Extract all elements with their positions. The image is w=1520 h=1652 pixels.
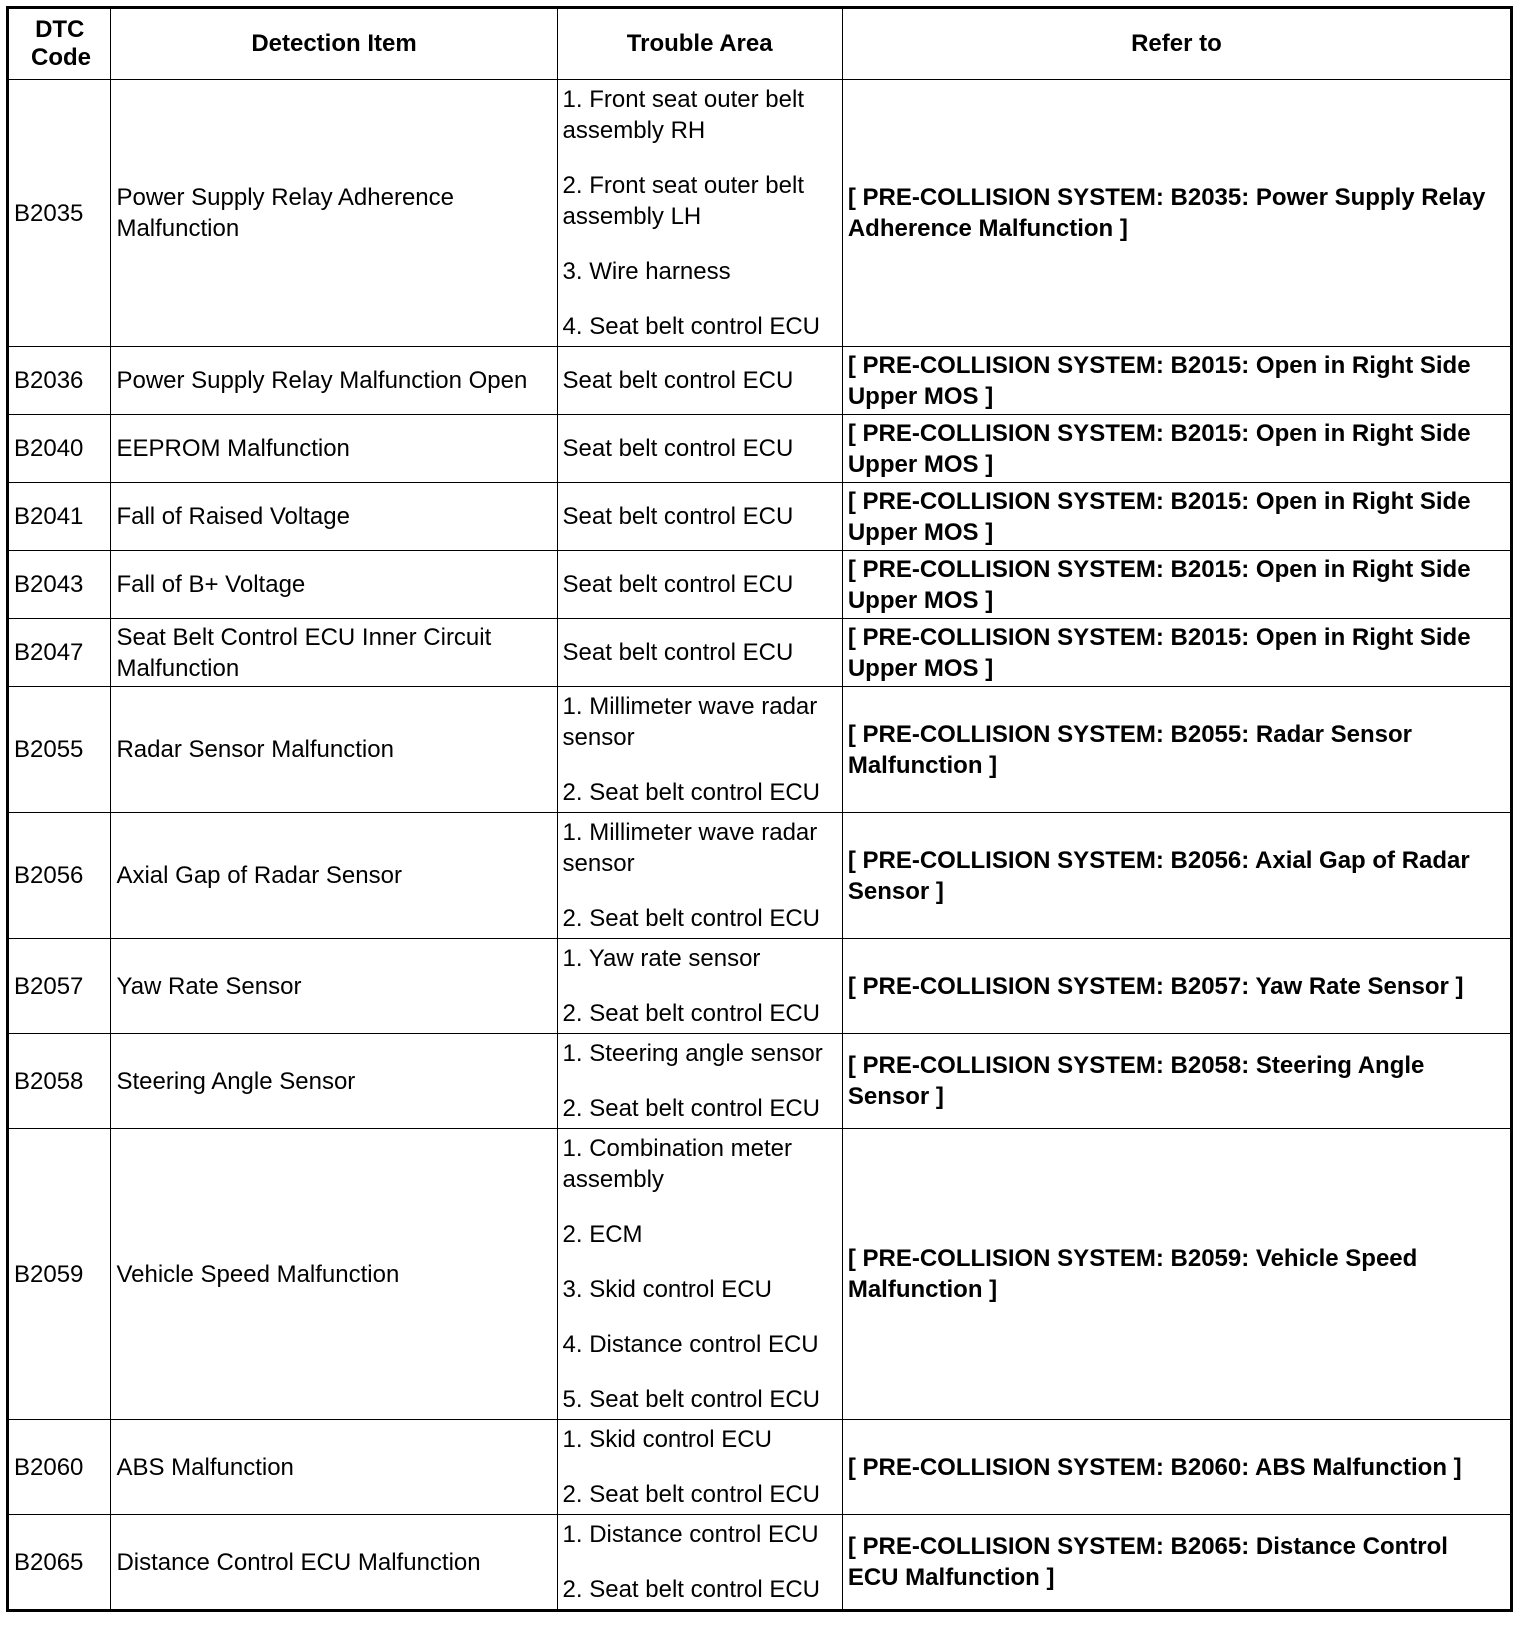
detection-item-cell: ABS Malfunction <box>111 1420 557 1515</box>
trouble-area-item: 1. Front seat outer belt assembly RH <box>562 86 804 144</box>
refer-to-cell: [ PRE-COLLISION SYSTEM: B2015: Open in Right Side Upper MOS ] <box>842 619 1511 687</box>
trouble-area-list <box>563 497 837 536</box>
table-row <box>8 415 1512 483</box>
trouble-area-item: 1. Distance control ECU <box>562 1521 819 1548</box>
refer-to-cell: [ PRE-COLLISION SYSTEM: B2060: ABS Malfunction ] <box>842 1420 1511 1515</box>
trouble-area-cell <box>557 619 842 687</box>
dtc-code-cell: B2065 <box>8 1515 111 1611</box>
detection-item-cell: Yaw Rate Sensor <box>111 939 557 1034</box>
trouble-area-list <box>563 633 837 672</box>
table-row <box>8 347 1512 415</box>
trouble-area-cell <box>557 551 842 619</box>
trouble-area-cell <box>557 939 842 1034</box>
table-row <box>8 939 1512 1034</box>
trouble-area-cell <box>557 347 842 415</box>
trouble-area-list <box>563 813 837 938</box>
refer-to-cell: [ PRE-COLLISION SYSTEM: B2015: Open in Right Side Upper MOS ] <box>842 347 1511 415</box>
trouble-area-item: 4. Seat belt control ECU <box>562 313 820 340</box>
dtc-code-cell: B2043 <box>8 551 111 619</box>
trouble-area-item: 1. Millimeter wave radar sensor <box>562 693 818 751</box>
header-detection-item: Detection Item <box>111 8 557 80</box>
trouble-area-list <box>563 687 837 812</box>
refer-to-cell: [ PRE-COLLISION SYSTEM: B2015: Open in Right Side Upper MOS ] <box>842 415 1511 483</box>
trouble-area-item: 3. Wire harness <box>562 258 731 285</box>
refer-to-cell: [ PRE-COLLISION SYSTEM: B2056: Axial Gap of Radar Sensor ] <box>842 813 1511 939</box>
dtc-code-cell: B2058 <box>8 1034 111 1129</box>
detection-item-cell: Vehicle Speed Malfunction <box>111 1129 557 1420</box>
table-row <box>8 80 1512 347</box>
dtc-code-cell: B2041 <box>8 483 111 551</box>
trouble-area-list <box>563 1515 837 1609</box>
trouble-area-item: 2. Front seat outer belt assembly LH <box>562 172 804 230</box>
trouble-area-item: 2. Seat belt control ECU <box>562 1000 820 1027</box>
dtc-code-cell: B2036 <box>8 347 111 415</box>
refer-to-cell: [ PRE-COLLISION SYSTEM: B2057: Yaw Rate Sensor ] <box>842 939 1511 1034</box>
table-header <box>8 8 1512 80</box>
trouble-area-item: 2. ECM <box>562 1221 643 1248</box>
dtc-code-cell: B2040 <box>8 415 111 483</box>
table-row <box>8 483 1512 551</box>
dtc-code-cell: B2047 <box>8 619 111 687</box>
dtc-table <box>6 6 1513 1612</box>
detection-item-cell: Axial Gap of Radar Sensor <box>111 813 557 939</box>
trouble-area-item: Seat belt control ECU <box>562 571 794 598</box>
trouble-area-cell <box>557 1420 842 1515</box>
trouble-area-cell <box>557 415 842 483</box>
trouble-area-list <box>563 939 837 1033</box>
trouble-area-item: 4. Distance control ECU <box>562 1331 819 1358</box>
trouble-area-item: 1. Yaw rate sensor <box>562 945 761 972</box>
table-body <box>8 80 1512 1611</box>
trouble-area-item: 1. Combination meter assembly <box>562 1135 792 1193</box>
trouble-area-list <box>563 80 837 346</box>
dtc-code-cell: B2059 <box>8 1129 111 1420</box>
detection-item-cell: Power Supply Relay Adherence Malfunction <box>111 80 557 347</box>
detection-item-cell: Seat Belt Control ECU Inner Circuit Malfunction <box>111 619 557 687</box>
dtc-code-cell: B2035 <box>8 80 111 347</box>
table-row <box>8 687 1512 813</box>
dtc-code-cell: B2060 <box>8 1420 111 1515</box>
trouble-area-item: 5. Seat belt control ECU <box>562 1386 820 1413</box>
trouble-area-cell <box>557 687 842 813</box>
trouble-area-item: 1. Skid control ECU <box>562 1426 772 1453</box>
refer-to-cell: [ PRE-COLLISION SYSTEM: B2058: Steering Angle Sensor ] <box>842 1034 1511 1129</box>
detection-item-cell: EEPROM Malfunction <box>111 415 557 483</box>
trouble-area-cell <box>557 1515 842 1611</box>
detection-item-cell: Radar Sensor Malfunction <box>111 687 557 813</box>
trouble-area-item: 1. Millimeter wave radar sensor <box>562 819 818 877</box>
trouble-area-cell <box>557 1129 842 1420</box>
trouble-area-item: 2. Seat belt control ECU <box>562 905 820 932</box>
trouble-area-list <box>563 565 837 604</box>
trouble-area-item: Seat belt control ECU <box>562 367 794 394</box>
header-dtc-code: DTC Code <box>8 8 111 80</box>
refer-to-cell: [ PRE-COLLISION SYSTEM: B2055: Radar Sensor Malfunction ] <box>842 687 1511 813</box>
table-row <box>8 813 1512 939</box>
trouble-area-list <box>563 1034 837 1128</box>
refer-to-cell: [ PRE-COLLISION SYSTEM: B2059: Vehicle Speed Malfunction ] <box>842 1129 1511 1420</box>
trouble-area-item: Seat belt control ECU <box>562 639 794 666</box>
dtc-code-cell: B2055 <box>8 687 111 813</box>
header-refer-to: Refer to <box>842 8 1511 80</box>
trouble-area-list <box>563 1129 837 1419</box>
detection-item-cell: Steering Angle Sensor <box>111 1034 557 1129</box>
trouble-area-cell <box>557 483 842 551</box>
refer-to-cell: [ PRE-COLLISION SYSTEM: B2065: Distance Control ECU Malfunction ] <box>842 1515 1511 1611</box>
trouble-area-list <box>563 361 837 400</box>
trouble-area-list <box>563 1420 837 1514</box>
trouble-area-cell <box>557 1034 842 1129</box>
table-row <box>8 1034 1512 1129</box>
table-row <box>8 619 1512 687</box>
refer-to-cell: [ PRE-COLLISION SYSTEM: B2015: Open in Right Side Upper MOS ] <box>842 483 1511 551</box>
table-row <box>8 551 1512 619</box>
trouble-area-item: Seat belt control ECU <box>562 503 794 530</box>
trouble-area-item: Seat belt control ECU <box>562 435 794 462</box>
header-row <box>8 8 1512 80</box>
refer-to-cell: [ PRE-COLLISION SYSTEM: B2035: Power Supply Relay Adherence Malfunction ] <box>842 80 1511 347</box>
trouble-area-item: 2. Seat belt control ECU <box>562 1576 820 1603</box>
trouble-area-item: 2. Seat belt control ECU <box>562 1095 820 1122</box>
detection-item-cell: Distance Control ECU Malfunction <box>111 1515 557 1611</box>
trouble-area-cell <box>557 813 842 939</box>
trouble-area-item: 1. Steering angle sensor <box>562 1040 823 1067</box>
table-row <box>8 1129 1512 1420</box>
detection-item-cell: Fall of Raised Voltage <box>111 483 557 551</box>
trouble-area-item: 2. Seat belt control ECU <box>562 779 820 806</box>
detection-item-cell: Power Supply Relay Malfunction Open <box>111 347 557 415</box>
trouble-area-list <box>563 429 837 468</box>
trouble-area-item: 2. Seat belt control ECU <box>562 1481 820 1508</box>
dtc-code-cell: B2057 <box>8 939 111 1034</box>
trouble-area-cell <box>557 80 842 347</box>
dtc-code-cell: B2056 <box>8 813 111 939</box>
table-row <box>8 1515 1512 1611</box>
header-trouble-area: Trouble Area <box>557 8 842 80</box>
trouble-area-item: 3. Skid control ECU <box>562 1276 772 1303</box>
detection-item-cell: Fall of B+ Voltage <box>111 551 557 619</box>
refer-to-cell: [ PRE-COLLISION SYSTEM: B2015: Open in Right Side Upper MOS ] <box>842 551 1511 619</box>
table-row <box>8 1420 1512 1515</box>
